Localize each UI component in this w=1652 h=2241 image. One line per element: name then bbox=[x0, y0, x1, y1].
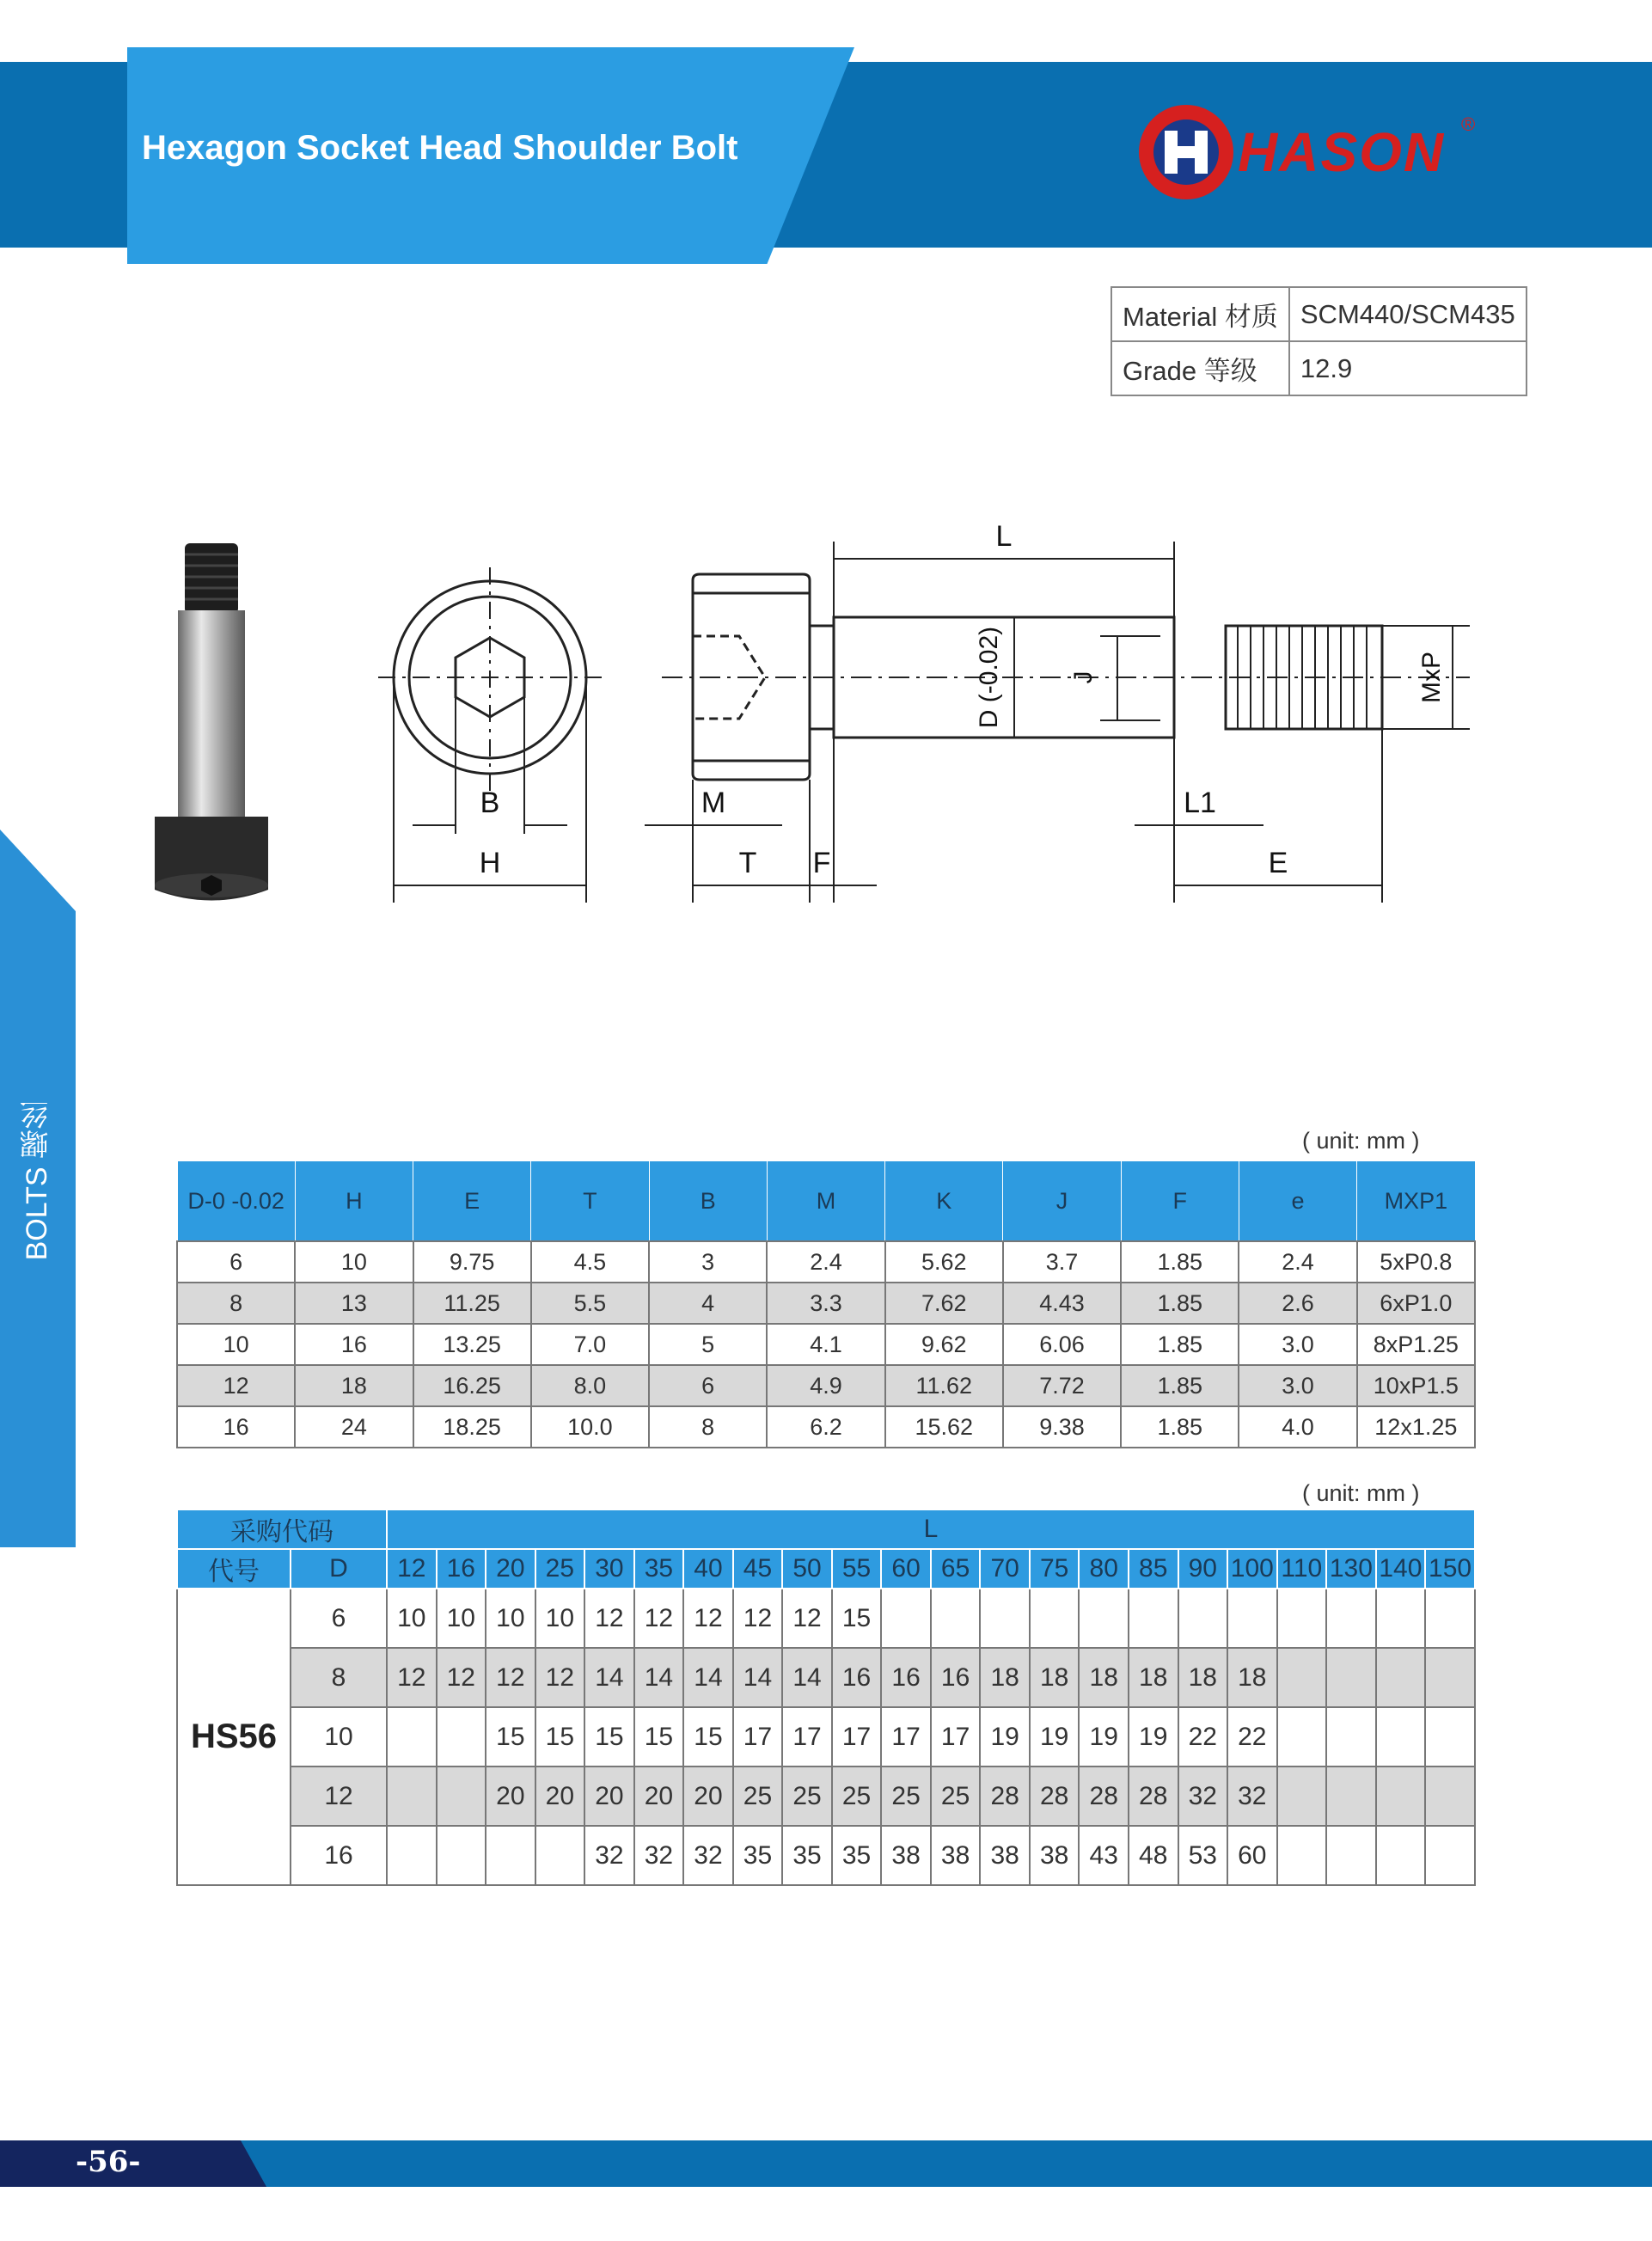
length-column-header: 70 bbox=[980, 1549, 1030, 1589]
thread-length-cell: 14 bbox=[683, 1648, 733, 1707]
bolt-diagram bbox=[129, 507, 1504, 920]
dim-t-label: T bbox=[738, 847, 757, 879]
dim-m-label: M bbox=[701, 787, 726, 819]
dim-e-label: E bbox=[1268, 847, 1288, 879]
spec-cell: 3.3 bbox=[767, 1283, 884, 1324]
page-title: Hexagon Socket Head Shoulder Bolt bbox=[142, 129, 738, 167]
thread-length-cell bbox=[1326, 1826, 1376, 1885]
thread-length-cell: 38 bbox=[931, 1826, 981, 1885]
thread-length-cell: 32 bbox=[1178, 1766, 1228, 1826]
thread-length-cell: 16 bbox=[832, 1648, 882, 1707]
spec-cell: 4.43 bbox=[1003, 1283, 1121, 1324]
spec-cell: 9.75 bbox=[413, 1241, 531, 1283]
dim-l-label: L bbox=[995, 520, 1013, 553]
spec-cell: 16 bbox=[295, 1324, 413, 1365]
thread-length-cell bbox=[437, 1766, 486, 1826]
spec-header-cell: K bbox=[885, 1161, 1003, 1242]
thread-length-cell: 15 bbox=[832, 1589, 882, 1648]
length-column-header: 140 bbox=[1376, 1549, 1426, 1589]
thread-length-cell: 35 bbox=[782, 1826, 832, 1885]
spec-cell: 1.85 bbox=[1121, 1324, 1239, 1365]
thread-length-cell: 28 bbox=[1079, 1766, 1129, 1826]
spec-cell: 10 bbox=[295, 1241, 413, 1283]
thread-length-cell: 25 bbox=[733, 1766, 783, 1826]
length-header: L bbox=[387, 1509, 1475, 1549]
dim-f-label: F bbox=[812, 847, 831, 879]
material-value: SCM440/SCM435 bbox=[1289, 287, 1527, 341]
spec-cell: 3 bbox=[649, 1241, 767, 1283]
spec-cell: 1.85 bbox=[1121, 1365, 1239, 1406]
thread-length-cell: 12 bbox=[634, 1589, 684, 1648]
thread-length-cell: 15 bbox=[535, 1707, 585, 1766]
thread-length-cell: 28 bbox=[980, 1766, 1030, 1826]
thread-length-cell: 15 bbox=[683, 1707, 733, 1766]
grade-row bbox=[1111, 341, 1527, 395]
thread-length-cell: 17 bbox=[733, 1707, 783, 1766]
thread-length-cell: 32 bbox=[584, 1826, 634, 1885]
spec-cell: 6.06 bbox=[1003, 1324, 1121, 1365]
spec-cell: 1.85 bbox=[1121, 1406, 1239, 1448]
length-column-header: 90 bbox=[1178, 1549, 1228, 1589]
spec-cell: 8xP1.25 bbox=[1357, 1324, 1475, 1365]
product-code: HS56 bbox=[177, 1589, 291, 1885]
thread-length-cell: 19 bbox=[1030, 1707, 1080, 1766]
thread-length-cell: 18 bbox=[1030, 1648, 1080, 1707]
spec-cell: 5.5 bbox=[531, 1283, 649, 1324]
spec-cell: 12x1.25 bbox=[1357, 1406, 1475, 1448]
order-row bbox=[177, 1707, 1475, 1766]
length-column-header: 75 bbox=[1030, 1549, 1080, 1589]
thread-length-cell: 19 bbox=[980, 1707, 1030, 1766]
grade-value: 12.9 bbox=[1289, 341, 1527, 395]
thread-length-cell: 17 bbox=[931, 1707, 981, 1766]
thread-length-cell: 16 bbox=[931, 1648, 981, 1707]
registered-mark: ® bbox=[1461, 113, 1476, 135]
length-column-header: 55 bbox=[832, 1549, 882, 1589]
spec-cell: 2.4 bbox=[767, 1241, 884, 1283]
thread-length-cell bbox=[1425, 1826, 1475, 1885]
thread-length-cell: 14 bbox=[634, 1648, 684, 1707]
thread-length-cell bbox=[1277, 1648, 1327, 1707]
thread-length-cell bbox=[437, 1826, 486, 1885]
thread-length-cell: 12 bbox=[535, 1648, 585, 1707]
side-category-label: BOLTS 螺丝 bbox=[21, 1100, 53, 1261]
spec-cell: 7.0 bbox=[531, 1324, 649, 1365]
spec-cell: 1.85 bbox=[1121, 1241, 1239, 1283]
thread-length-cell bbox=[931, 1589, 981, 1648]
spec-cell: 3.0 bbox=[1239, 1324, 1356, 1365]
thread-length-cell: 22 bbox=[1227, 1707, 1277, 1766]
order-header-row-1 bbox=[177, 1509, 1475, 1549]
spec-cell: 6 bbox=[649, 1365, 767, 1406]
spec-table bbox=[176, 1160, 1476, 1448]
thread-length-cell: 20 bbox=[584, 1766, 634, 1826]
spec-cell: 3.0 bbox=[1239, 1365, 1356, 1406]
thread-length-cell: 20 bbox=[683, 1766, 733, 1826]
thread-length-cell: 12 bbox=[733, 1589, 783, 1648]
order-row bbox=[177, 1589, 1475, 1648]
spec-cell: 10 bbox=[177, 1324, 295, 1365]
thread-length-cell: 18 bbox=[1227, 1648, 1277, 1707]
spec-cell: 2.4 bbox=[1239, 1241, 1356, 1283]
thread-length-cell: 12 bbox=[683, 1589, 733, 1648]
thread-length-cell: 10 bbox=[535, 1589, 585, 1648]
spec-cell: 12 bbox=[177, 1365, 295, 1406]
spec-row bbox=[177, 1241, 1475, 1283]
length-column-header: 100 bbox=[1227, 1549, 1277, 1589]
thread-length-cell bbox=[1376, 1826, 1426, 1885]
spec-cell: 13.25 bbox=[413, 1324, 531, 1365]
thread-length-cell: 20 bbox=[634, 1766, 684, 1826]
spec-cell: 5xP0.8 bbox=[1357, 1241, 1475, 1283]
length-column-header: 130 bbox=[1326, 1549, 1376, 1589]
code-label: 代号 bbox=[177, 1549, 291, 1589]
thread-length-cell: 15 bbox=[584, 1707, 634, 1766]
thread-length-cell: 10 bbox=[387, 1589, 437, 1648]
thread-length-cell bbox=[1277, 1589, 1327, 1648]
spec-cell: 18.25 bbox=[413, 1406, 531, 1448]
material-row bbox=[1111, 287, 1527, 341]
thread-length-cell bbox=[1178, 1589, 1228, 1648]
spec-cell: 15.62 bbox=[885, 1406, 1003, 1448]
thread-length-cell bbox=[1277, 1707, 1327, 1766]
dim-j-label: J bbox=[1069, 670, 1098, 684]
spec-header-cell: MXP1 bbox=[1357, 1161, 1475, 1242]
length-column-header: 12 bbox=[387, 1549, 437, 1589]
length-column-header: 80 bbox=[1079, 1549, 1129, 1589]
spec-cell: 11.62 bbox=[885, 1365, 1003, 1406]
thread-length-cell: 25 bbox=[782, 1766, 832, 1826]
thread-length-cell: 18 bbox=[1079, 1648, 1129, 1707]
thread-length-cell bbox=[1376, 1766, 1426, 1826]
dim-mxp-label: MxP bbox=[1417, 652, 1446, 703]
thread-length-cell: 17 bbox=[782, 1707, 832, 1766]
order-code-table bbox=[176, 1509, 1476, 1886]
length-column-header: 16 bbox=[437, 1549, 486, 1589]
thread-length-cell bbox=[1376, 1707, 1426, 1766]
thread-length-cell bbox=[1326, 1766, 1376, 1826]
thread-length-cell bbox=[1425, 1589, 1475, 1648]
thread-length-cell: 14 bbox=[782, 1648, 832, 1707]
spec-header-cell: H bbox=[295, 1161, 413, 1242]
spec-cell: 6xP1.0 bbox=[1357, 1283, 1475, 1324]
thread-length-cell: 17 bbox=[832, 1707, 882, 1766]
thread-length-cell bbox=[1376, 1648, 1426, 1707]
spec-cell: 4.5 bbox=[531, 1241, 649, 1283]
thread-length-cell: 32 bbox=[683, 1826, 733, 1885]
material-table bbox=[1111, 286, 1527, 396]
diameter-cell: 6 bbox=[291, 1589, 387, 1648]
spec-cell: 11.25 bbox=[413, 1283, 531, 1324]
spec-cell: 9.38 bbox=[1003, 1406, 1121, 1448]
thread-length-cell bbox=[387, 1707, 437, 1766]
spec-header-cell: E bbox=[413, 1161, 531, 1242]
thread-length-cell bbox=[535, 1826, 585, 1885]
order-unit-label: ( unit: mm ) bbox=[1302, 1480, 1420, 1506]
spec-cell: 5.62 bbox=[885, 1241, 1003, 1283]
spec-cell: 7.62 bbox=[885, 1283, 1003, 1324]
thread-length-cell: 20 bbox=[486, 1766, 535, 1826]
thread-length-cell bbox=[387, 1826, 437, 1885]
spec-cell: 16.25 bbox=[413, 1365, 531, 1406]
spec-cell: 4.9 bbox=[767, 1365, 884, 1406]
length-column-header: 50 bbox=[782, 1549, 832, 1589]
thread-length-cell bbox=[437, 1707, 486, 1766]
thread-length-cell: 60 bbox=[1227, 1826, 1277, 1885]
thread-length-cell: 12 bbox=[486, 1648, 535, 1707]
thread-length-cell: 28 bbox=[1030, 1766, 1080, 1826]
spec-cell: 13 bbox=[295, 1283, 413, 1324]
thread-length-cell: 18 bbox=[1178, 1648, 1228, 1707]
thread-length-cell: 10 bbox=[437, 1589, 486, 1648]
spec-cell: 6.2 bbox=[767, 1406, 884, 1448]
length-column-header: 150 bbox=[1425, 1549, 1475, 1589]
spec-cell: 7.72 bbox=[1003, 1365, 1121, 1406]
thread-length-cell: 19 bbox=[1129, 1707, 1178, 1766]
thread-length-cell: 25 bbox=[832, 1766, 882, 1826]
spec-row bbox=[177, 1283, 1475, 1324]
length-column-header: 65 bbox=[931, 1549, 981, 1589]
spec-cell: 8 bbox=[649, 1406, 767, 1448]
thread-length-cell: 15 bbox=[634, 1707, 684, 1766]
length-column-header: 45 bbox=[733, 1549, 783, 1589]
thread-length-cell: 25 bbox=[931, 1766, 981, 1826]
thread-length-cell: 38 bbox=[881, 1826, 931, 1885]
spec-cell: 5 bbox=[649, 1324, 767, 1365]
thread-length-cell bbox=[1129, 1589, 1178, 1648]
thread-length-cell bbox=[387, 1766, 437, 1826]
spec-cell: 9.62 bbox=[885, 1324, 1003, 1365]
thread-length-cell bbox=[1030, 1589, 1080, 1648]
spec-cell: 18 bbox=[295, 1365, 413, 1406]
purchase-code-label: 采购代码 bbox=[177, 1509, 387, 1549]
length-column-header: 60 bbox=[881, 1549, 931, 1589]
thread-length-cell bbox=[1079, 1589, 1129, 1648]
dim-d-label: D (-0.02) bbox=[975, 626, 1003, 729]
logo-text: HASON bbox=[1238, 121, 1446, 183]
spec-cell: 3.7 bbox=[1003, 1241, 1121, 1283]
thread-length-cell: 16 bbox=[881, 1648, 931, 1707]
thread-length-cell bbox=[1277, 1826, 1327, 1885]
spec-cell: 4.0 bbox=[1239, 1406, 1356, 1448]
diameter-cell: 12 bbox=[291, 1766, 387, 1826]
thread-length-cell bbox=[980, 1589, 1030, 1648]
thread-length-cell: 35 bbox=[832, 1826, 882, 1885]
thread-length-cell: 28 bbox=[1129, 1766, 1178, 1826]
thread-length-cell bbox=[1277, 1766, 1327, 1826]
length-column-header: 25 bbox=[535, 1549, 585, 1589]
spec-header-cell: M bbox=[767, 1161, 884, 1242]
spec-cell: 4.1 bbox=[767, 1324, 884, 1365]
thread-length-cell bbox=[1227, 1589, 1277, 1648]
spec-cell: 10.0 bbox=[531, 1406, 649, 1448]
spec-row bbox=[177, 1406, 1475, 1448]
thread-length-cell: 53 bbox=[1178, 1826, 1228, 1885]
length-column-header: 110 bbox=[1277, 1549, 1327, 1589]
thread-length-cell: 14 bbox=[733, 1648, 783, 1707]
thread-length-cell: 12 bbox=[437, 1648, 486, 1707]
thread-length-cell: 12 bbox=[387, 1648, 437, 1707]
thread-length-cell: 12 bbox=[584, 1589, 634, 1648]
bolt-side-view bbox=[645, 542, 1470, 903]
thread-length-cell bbox=[1326, 1648, 1376, 1707]
thread-length-cell: 18 bbox=[980, 1648, 1030, 1707]
thread-length-cell: 18 bbox=[1129, 1648, 1178, 1707]
thread-length-cell: 32 bbox=[1227, 1766, 1277, 1826]
thread-length-cell bbox=[1425, 1707, 1475, 1766]
thread-length-cell: 14 bbox=[584, 1648, 634, 1707]
spec-cell: 8.0 bbox=[531, 1365, 649, 1406]
diameter-cell: 16 bbox=[291, 1826, 387, 1885]
spec-header-cell: F bbox=[1121, 1161, 1239, 1242]
diameter-cell: 10 bbox=[291, 1707, 387, 1766]
length-column-header: 20 bbox=[486, 1549, 535, 1589]
spec-header-cell: T bbox=[531, 1161, 649, 1242]
spec-row bbox=[177, 1365, 1475, 1406]
thread-length-cell: 48 bbox=[1129, 1826, 1178, 1885]
spec-header-row bbox=[177, 1161, 1475, 1242]
thread-length-cell: 20 bbox=[535, 1766, 585, 1826]
spec-header-cell: D-0 -0.02 bbox=[177, 1161, 295, 1242]
diameter-cell: 8 bbox=[291, 1648, 387, 1707]
thread-length-cell bbox=[1425, 1648, 1475, 1707]
spec-cell: 1.85 bbox=[1121, 1283, 1239, 1324]
length-column-header: 30 bbox=[584, 1549, 634, 1589]
thread-length-cell bbox=[1326, 1589, 1376, 1648]
thread-length-cell bbox=[1425, 1766, 1475, 1826]
spec-cell: 6 bbox=[177, 1241, 295, 1283]
spec-cell: 16 bbox=[177, 1406, 295, 1448]
spec-header-cell: e bbox=[1239, 1161, 1356, 1242]
thread-length-cell: 32 bbox=[634, 1826, 684, 1885]
length-column-header: 85 bbox=[1129, 1549, 1178, 1589]
order-row bbox=[177, 1648, 1475, 1707]
thread-length-cell bbox=[486, 1826, 535, 1885]
thread-length-cell bbox=[881, 1589, 931, 1648]
thread-length-cell: 25 bbox=[881, 1766, 931, 1826]
spec-cell: 8 bbox=[177, 1283, 295, 1324]
material-label: Material 材质 bbox=[1111, 287, 1289, 341]
d-label: D bbox=[291, 1549, 387, 1589]
dim-l1-label: L1 bbox=[1184, 787, 1216, 819]
spec-header-cell: J bbox=[1003, 1161, 1121, 1242]
spec-cell: 24 bbox=[295, 1406, 413, 1448]
order-row bbox=[177, 1826, 1475, 1885]
spec-cell: 4 bbox=[649, 1283, 767, 1324]
spec-header-cell: B bbox=[649, 1161, 767, 1242]
spec-unit-label: ( unit: mm ) bbox=[1302, 1128, 1420, 1154]
thread-length-cell: 35 bbox=[733, 1826, 783, 1885]
thread-length-cell: 22 bbox=[1178, 1707, 1228, 1766]
length-column-header: 35 bbox=[634, 1549, 684, 1589]
thread-length-cell: 43 bbox=[1079, 1826, 1129, 1885]
dim-b-label: B bbox=[480, 787, 500, 819]
bolt-photo-shaft bbox=[178, 610, 245, 817]
thread-length-cell: 12 bbox=[782, 1589, 832, 1648]
thread-length-cell: 10 bbox=[486, 1589, 535, 1648]
spec-cell: 10xP1.5 bbox=[1357, 1365, 1475, 1406]
spec-row bbox=[177, 1324, 1475, 1365]
order-header-row-2 bbox=[177, 1549, 1475, 1589]
order-row bbox=[177, 1766, 1475, 1826]
thread-length-cell bbox=[1376, 1589, 1426, 1648]
bolt-photo bbox=[155, 543, 268, 901]
page-number: -56- bbox=[76, 2145, 141, 2179]
thread-length-cell: 17 bbox=[881, 1707, 931, 1766]
dim-h-label: H bbox=[479, 847, 501, 879]
spec-cell: 2.6 bbox=[1239, 1283, 1356, 1324]
thread-length-cell: 38 bbox=[980, 1826, 1030, 1885]
thread-length-cell: 15 bbox=[486, 1707, 535, 1766]
grade-label: Grade 等级 bbox=[1111, 341, 1289, 395]
thread-length-cell: 38 bbox=[1030, 1826, 1080, 1885]
length-column-header: 40 bbox=[683, 1549, 733, 1589]
thread-length-cell: 19 bbox=[1079, 1707, 1129, 1766]
thread-length-cell bbox=[1326, 1707, 1376, 1766]
